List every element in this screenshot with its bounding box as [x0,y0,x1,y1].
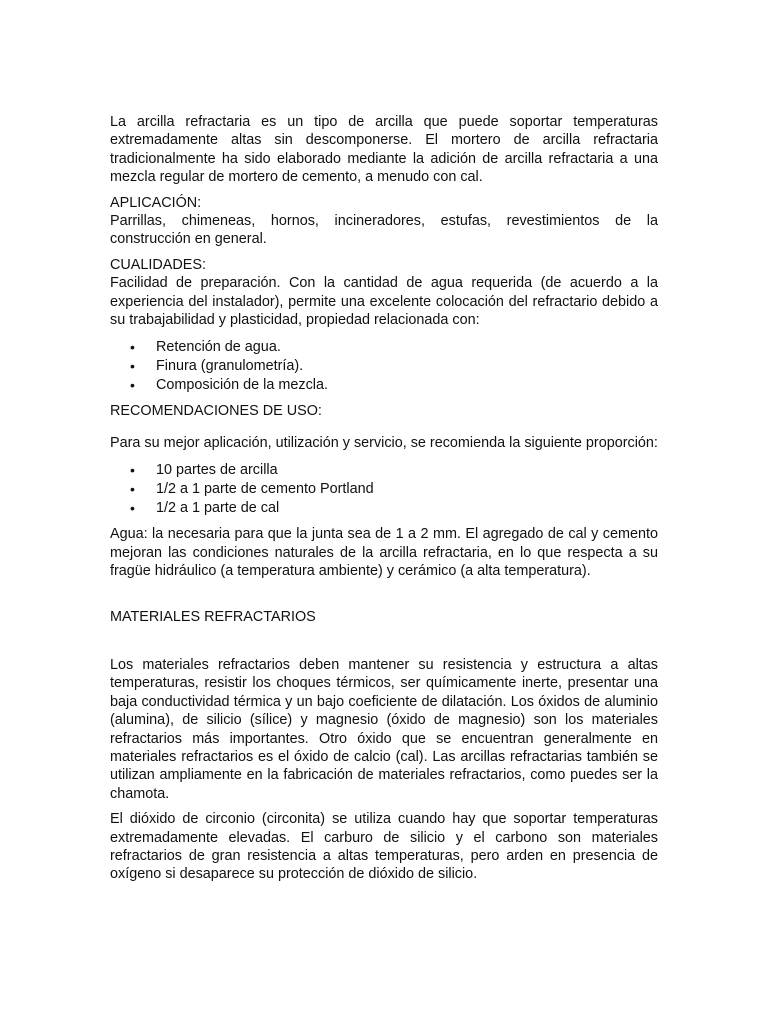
list-item: • Retención de agua. [110,338,658,357]
list-item: • 1/2 a 1 parte de cemento Portland [110,480,658,499]
aplicacion-heading: APLICACIÓN: [110,194,202,211]
agua-paragraph: Agua: la necesaria para que la junta sea de 1 a 2 mm. El agregado de cal y cemento mejoran las condiciones naturales de la arcilla refractaria, en lo que respecta a su fragüe hidráulico (a temperatura ambiente) y cerámico (a alta temperatura). [110,526,658,580]
recomendaciones-paragraph: Para su mejor aplicación, utilización y servicio, se recomienda la siguiente proporción: [110,434,658,451]
list-item: • 1/2 a 1 parte de cal [110,499,658,518]
materiales-paragraph-2: El dióxido de circonio (circonita) se utiliza cuando hay que soportar temperaturas extremadamente elevadas. El carburo de silicio y el carbono son materiales refractarios de gran resistencia a altas temperaturas, pero arden en presencia de oxígeno si desaparece su protección de dióxido de silicio. [110,811,658,883]
cualidades-paragraph: Facilidad de preparación. Con la cantidad de agua requerida (de acuerdo a la experiencia del instalador), permite una excelente colocación del refractario debido a su trabajabilidad y plasticidad, propiedad relacionada con: [110,275,658,329]
aplicacion-paragraph: Parrillas, chimeneas, hornos, incineradores, estufas, revestimientos de la construcción en general. [110,213,658,248]
cualidades-heading: CUALIDADES: [110,256,206,273]
proporcion-list [110,461,658,518]
intro-paragraph: La arcilla refractaria es un tipo de arcilla que puede soportar temperaturas extremadamente altas sin descomponerse. El mortero de arcilla refractaria tradicionalmente ha sido elaborado mediante la adición de arcilla refractaria a una mezcla regular de mortero de cemento, a menudo con cal. [110,114,658,186]
cualidades-list [110,338,658,395]
materiales-heading: MATERIALES REFRACTARIOS [110,608,316,625]
document-page [110,113,658,884]
list-item: • Finura (granulometría). [110,357,658,376]
recomendaciones-heading: RECOMENDACIONES DE USO: [110,403,322,420]
list-item: • 10 partes de arcilla [110,461,658,480]
list-item: • Composición de la mezcla. [110,376,658,395]
materiales-paragraph-1: Los materiales refractarios deben mantener su resistencia y estructura a altas temperaturas, resistir los choques térmicos, ser químicamente inerte, presentar una baja conductividad térmica y un bajo coeficiente de dilatación. Los óxidos de aluminio (alumina), de silicio (sílice) y magnesio (óxido de magnesio) son los materiales refractarios más importantes. Otro óxido que se encuentran generalmente en materiales refractarios es el óxido de calcio (cal). Las arcillas refractarias también se utilizan ampliamente en la fabricación de materiales refractarios, como puedes ser la chamota. [110,656,658,802]
